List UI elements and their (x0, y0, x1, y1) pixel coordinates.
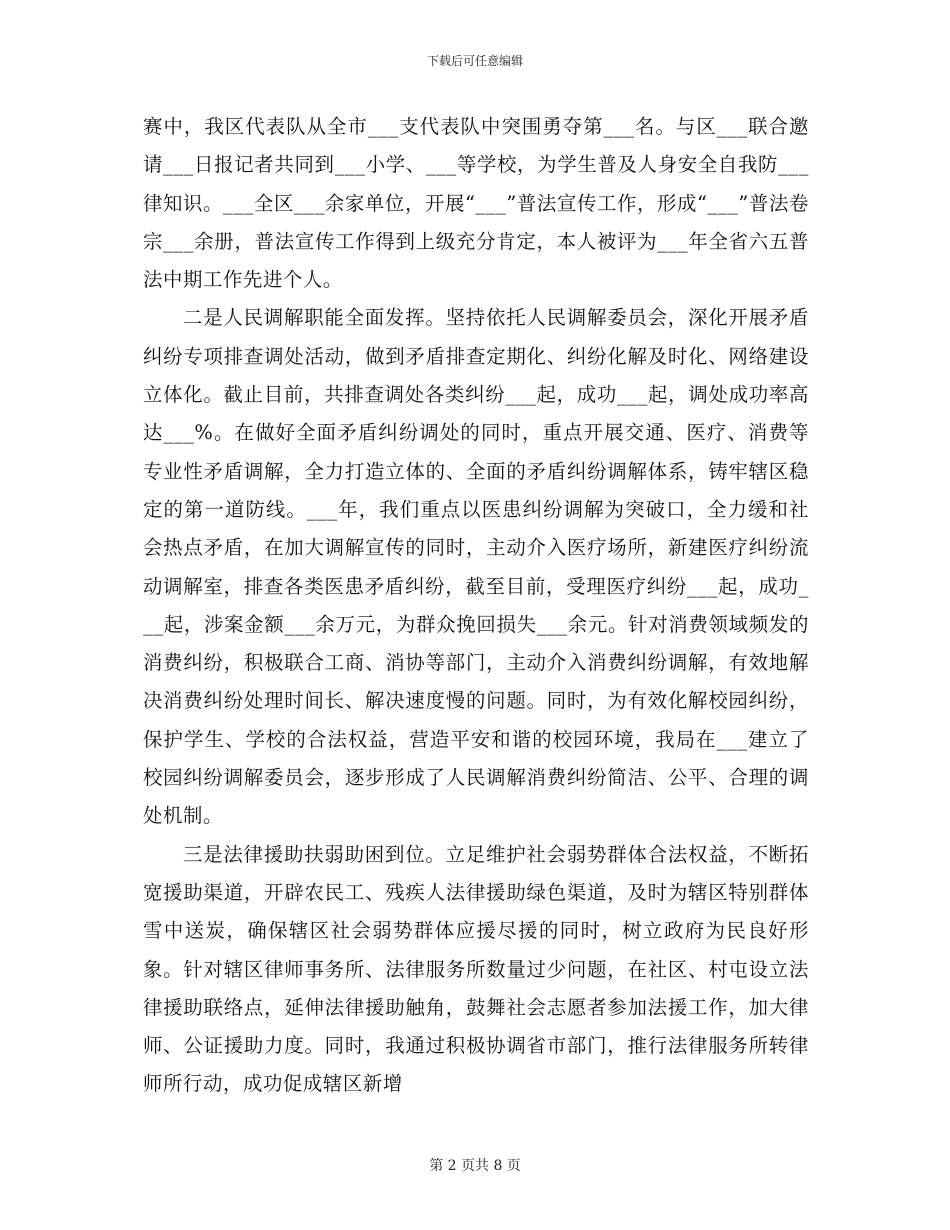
paragraph-continuation: 赛中，我区代表队从全市___支代表队中突围勇夺第___名。与区___联合邀请___日报记者共同到___小学、___等学校，为学生普及人身安全自我防___律知识。___全区___余家单位，开展“___”普法宣传工作，形成“___”普法卷宗___余册，普法宣传工作得到上级充分肯定，本人被评为___年全省六五普法中期工作先进个人。 (143, 115, 809, 292)
paragraph-people-mediation: 二是人民调解职能全面发挥。坚持依托人民调解委员会，深化开展矛盾纠纷专项排查调处活动，做到矛盾排查定期化、纠纷化解及时化、网络建设立体化。截止目前，共排查调处各类纠纷___起，成功___起，调处成功率高达___%。在做好全面矛盾纠纷调处的同时，重点开展交通、医疗、消费等专业性矛盾调解，全力打造立体的、全面的矛盾纠纷调解体系，铸牢辖区稳定的第一道防线。___年，我们重点以医患纠纷调解为突破口，全力缓和社会热点矛盾，在加大调解宣传的同时，主动介入医疗场所，新建医疗纠纷流动调解室，排查各类医患矛盾纠纷，截至目前，受理医疗纠纷___起，成功___起，涉案金额___余万元，为群众挽回损失___余元。针对消费领域频发的消费纠纷，积极联合工商、消协等部门，主动介入消费纠纷调解，有效地解决消费纠纷处理时间长、解决速度慢的问题。同时，为有效化解校园纠纷，保护学生、学校的合法权益，营造平安和谐的校园环境，我局在___建立了校园纠纷调解委员会，逐步形成了人民调解消费纠纷简洁、公平、合理的调处机制。 (143, 306, 809, 828)
paragraph-legal-aid: 三是法律援助扶弱助困到位。立足维护社会弱势群体合法权益，不断拓宽援助渠道，开辟农民工、残疾人法律援助绿色渠道，及时为辖区特别群体雪中送炭，确保辖区社会弱势群体应援尽援的同时，树立政府为民良好形象。针对辖区律师事务所、法律服务所数量过少问题，在社区、村屯设立法律援助联络点，延伸法律援助触角，鼓舞社会志愿者参加法援工作，加大律师、公证援助力度。同时，我通过积极协调省市部门，推行法律服务所转律师所行动，成功促成辖区新增 (143, 842, 809, 1096)
page-footer (0, 1157, 950, 1175)
header-note: 下载后可任意编辑 (426, 54, 523, 68)
page-header (0, 53, 950, 69)
document-body (143, 108, 809, 1104)
page-number: 第 2 页共 8 页 (429, 1158, 521, 1174)
